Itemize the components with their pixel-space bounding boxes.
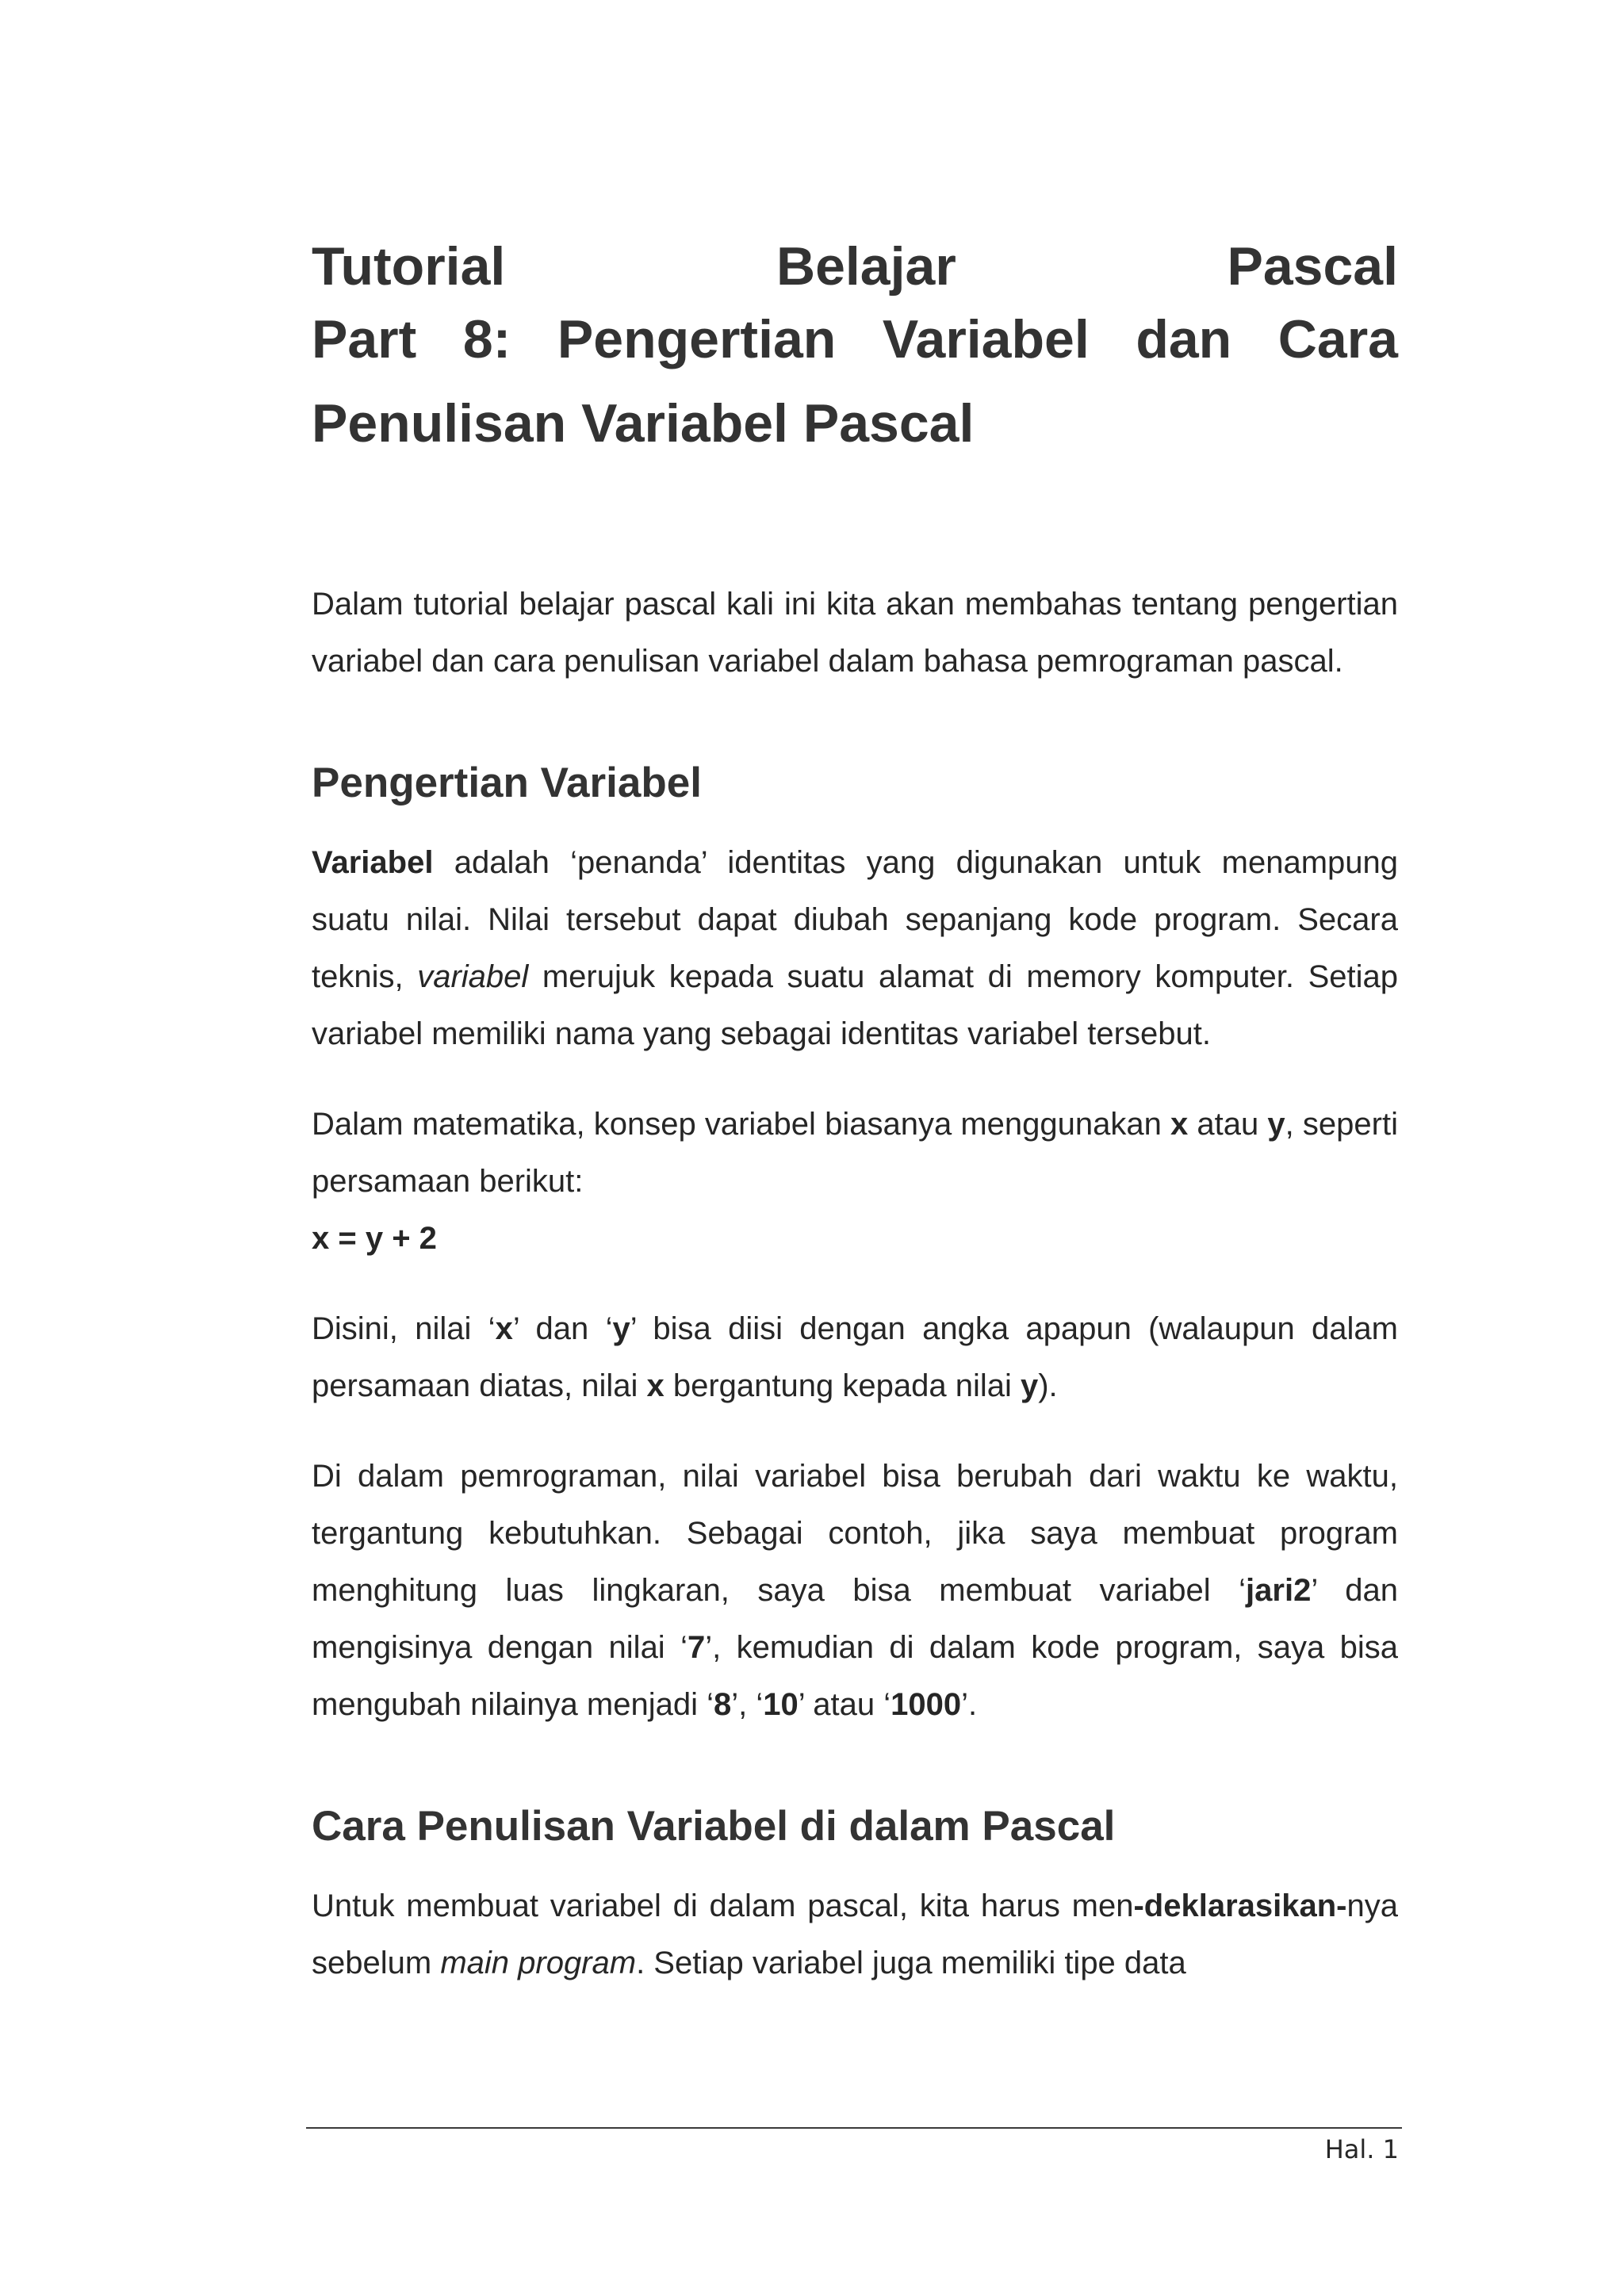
paragraph-disini: Disini, nilai ‘x’ dan ‘y’ bisa diisi dengan angka apapun (walaupun dalam persamaan diatas, nilai x bergantung kepada nilai y). bbox=[312, 1311, 1398, 1403]
italic-term: main program bbox=[440, 1946, 637, 1980]
paragraph-definition: Variabel adalah ‘penanda’ identitas yang digunakan untuk menampung suatu nilai. Nilai tersebut dapat diubah sepanjang kode program. Secara teknis, variabel merujuk kepada suatu alamat di memory komputer. Setiap variabel memiliki nama yang sebagai identitas variabel tersebut. bbox=[312, 845, 1399, 1051]
paragraph-pemrograman: Di dalam pemrograman, nilai variabel bisa berubah dari waktu ke waktu, tergantung kebutuhkan. Sebagai contoh, jika saya membuat program menghitung luas lingkaran, saya bisa membuat variabel ‘jari2’ dan mengisinya dengan nilai ‘7’, kemudian di dalam kode program, saya bisa mengubah nilainya menjadi ‘8’, ‘10’ atau ‘1000’. bbox=[312, 1459, 1398, 1722]
title-line-3: Penulisan Variabel Pascal bbox=[312, 393, 975, 453]
page-title bbox=[312, 230, 1398, 471]
intro-paragraph: Dalam tutorial belajar pascal kali ini kita akan membahas tentang pengertian variabel dan cara penulisan variabel dalam bahasa pemrograman pascal. bbox=[312, 587, 1398, 679]
page-number: Hal. 1 bbox=[1324, 2134, 1399, 2164]
bold-term: Variabel bbox=[312, 845, 434, 880]
bold-term: -deklarasikan- bbox=[1133, 1888, 1347, 1923]
footer-divider bbox=[306, 2127, 1402, 2129]
section-heading-cara-penulisan: Cara Penulisan Variabel di dalam Pascal bbox=[312, 1803, 1116, 1850]
italic-term: variabel bbox=[417, 959, 529, 994]
equation: x = y + 2 bbox=[312, 1221, 437, 1256]
title-line-1: Tutorial Belajar Pascal bbox=[312, 236, 1398, 297]
document-body bbox=[312, 230, 1398, 1992]
paragraph-deklarasi: Untuk membuat variabel di dalam pascal, kita harus men-deklarasikan-nya sebelum main program. Setiap variabel juga memiliki tipe data bbox=[312, 1888, 1398, 1980]
paragraph-math: Dalam matematika, konsep variabel biasanya menggunakan x atau y, seperti persamaan berikut: x = y + 2 bbox=[312, 1107, 1398, 1256]
title-line-2: Part 8: Pengertian Variabel dan Cara bbox=[312, 309, 1398, 369]
section-heading-pengertian: Pengertian Variabel bbox=[312, 760, 702, 806]
